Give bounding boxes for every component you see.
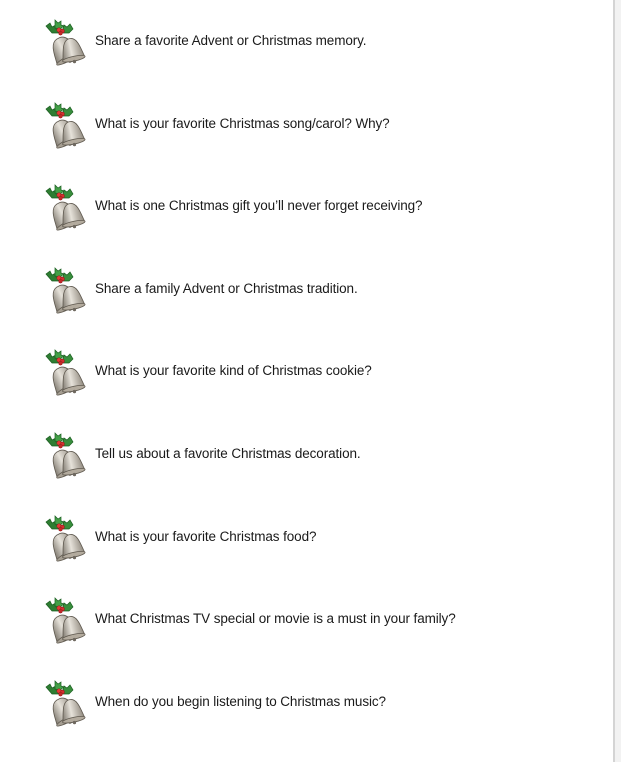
question-text: What is your favorite Christmas song/carol? Why? [95,116,390,131]
christmas-bell-icon [40,431,92,483]
list-item [40,431,600,483]
list-item [40,348,600,400]
list-item [40,596,600,648]
christmas-bell-icon [40,183,92,235]
list-item [40,514,600,566]
christmas-bell-icon [40,18,92,70]
christmas-bell-icon [40,514,92,566]
christmas-bell-icon [40,101,92,153]
question-text: Share a favorite Advent or Christmas memory. [95,33,367,48]
christmas-bell-icon [40,266,92,318]
window-gutter [615,0,621,762]
question-text: Share a family Advent or Christmas tradition. [95,281,358,296]
list-item [40,266,600,318]
christmas-bell-icon [40,596,92,648]
question-text: When do you begin listening to Christmas music? [95,694,386,709]
list-item [40,679,600,731]
christmas-bell-icon [40,348,92,400]
question-text: What is your favorite Christmas food? [95,529,317,544]
list-item [40,18,600,70]
question-text: Tell us about a favorite Christmas decoration. [95,446,361,461]
list-item [40,101,600,153]
question-text: What is your favorite kind of Christmas cookie? [95,363,372,378]
list-item [40,183,600,235]
question-text: What Christmas TV special or movie is a must in your family? [95,611,456,626]
christmas-bell-icon [40,679,92,731]
question-text: What is one Christmas gift you’ll never forget receiving? [95,198,423,213]
